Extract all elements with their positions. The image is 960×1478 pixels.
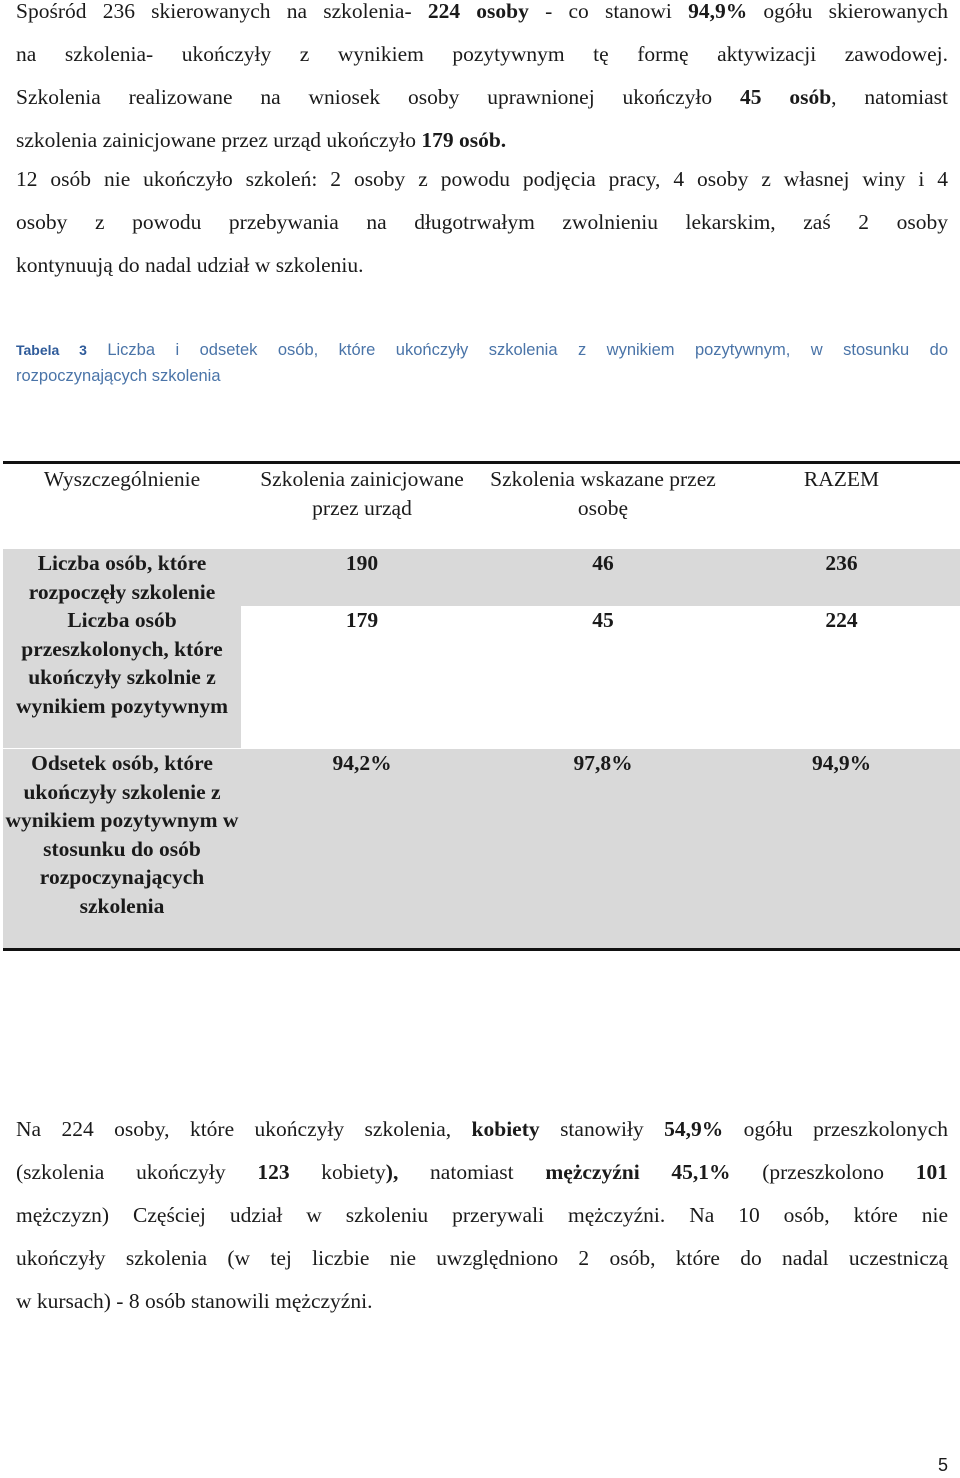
table-row: [3, 549, 960, 606]
row-label: Liczba osób, które rozpoczęły szkolenie: [3, 549, 241, 606]
header-cell: RAZEM: [803, 467, 880, 491]
text-line: szkolenia zainicjowane przez urząd ukończyło 179 osób.: [16, 128, 507, 152]
table-cell: 190: [241, 549, 483, 606]
text-line: mężczyzn) Częściej udział w szkoleniu przerywali mężczyźni. Na 10 osób, które nie: [16, 1203, 948, 1227]
row-label: Liczba osób przeszkolonych, które ukończyły szkolnie z wynikiem pozytywnym: [3, 606, 241, 749]
table-header-row: [3, 463, 960, 550]
text-line: kontynuują do nadal udział w szkoleniu.: [16, 253, 364, 277]
table-cell: 224: [723, 606, 960, 749]
table-cell: 236: [723, 549, 960, 606]
text-line: Szkolenia realizowane na wniosek osoby uprawnionej ukończyło 45 osób, natomiast: [16, 85, 948, 109]
training-table: [3, 461, 960, 951]
header-cell: Szkolenia wskazane przez osobę: [490, 467, 716, 520]
caption-label: Tabela 3: [16, 342, 87, 358]
row-label: Odsetek osób, które ukończyły szkolenie z wynikiem pozytywnym w stosunku do osób rozpoczynających szkolenia: [3, 749, 241, 950]
table-cell: 97,8%: [483, 749, 723, 950]
header-cell: Szkolenia zainicjowane przez urząd: [260, 467, 464, 520]
text-line: Na 224 osoby, które ukończyły szkolenia, kobiety stanowiły 54,9% ogółu przeszkolonych: [16, 1117, 948, 1141]
text-line: Spośród 236 skierowanych na szkolenia- 224 osoby - co stanowi 94,9% ogółu skierowanych: [16, 0, 949, 23]
header-cell: Wyszczególnienie: [43, 467, 201, 491]
text-line: 12 osób nie ukończyło szkoleń: 2 osoby z powodu podjęcia pracy, 4 osoby z własnej winy i 4: [16, 167, 948, 191]
paragraph-training-summary: [16, 0, 948, 162]
table-cell: 94,9%: [723, 749, 960, 950]
text-line: (szkolenia ukończyły 123 kobiety), natomiast mężczyźni 45,1% (przeszkolono 101: [16, 1160, 948, 1184]
paragraph-not-completed: [16, 158, 948, 287]
table-row: [3, 606, 960, 749]
page-number: 5: [937, 1455, 948, 1475]
table-cell: 45: [483, 606, 723, 749]
text-line: na szkolenia- ukończyły z wynikiem pozytywnym tę formę aktywizacji zawodowej.: [16, 42, 948, 66]
table-cell: 179: [241, 606, 483, 749]
paragraph-gender-breakdown: [16, 1108, 948, 1323]
text-line: ukończyły szkolenia (w tej liczbie nie uwzględniono 2 osób, które do nadal uczestniczą: [16, 1246, 948, 1270]
table-cell: 94,2%: [241, 749, 483, 950]
table-row: [3, 749, 960, 950]
text-line: w kursach) - 8 osób stanowili mężczyźni.: [16, 1289, 373, 1313]
table-caption: Tabela 3 Liczba i odsetek osób, które ukończyły szkolenia z wynikiem pozytywnym, w stosunku do rozpoczynających szkolenia: [16, 341, 948, 385]
text-line: osoby z powodu przebywania na długotrwałym zwolnieniu lekarskim, zaś 2 osoby: [16, 210, 948, 234]
table-cell: 46: [483, 549, 723, 606]
